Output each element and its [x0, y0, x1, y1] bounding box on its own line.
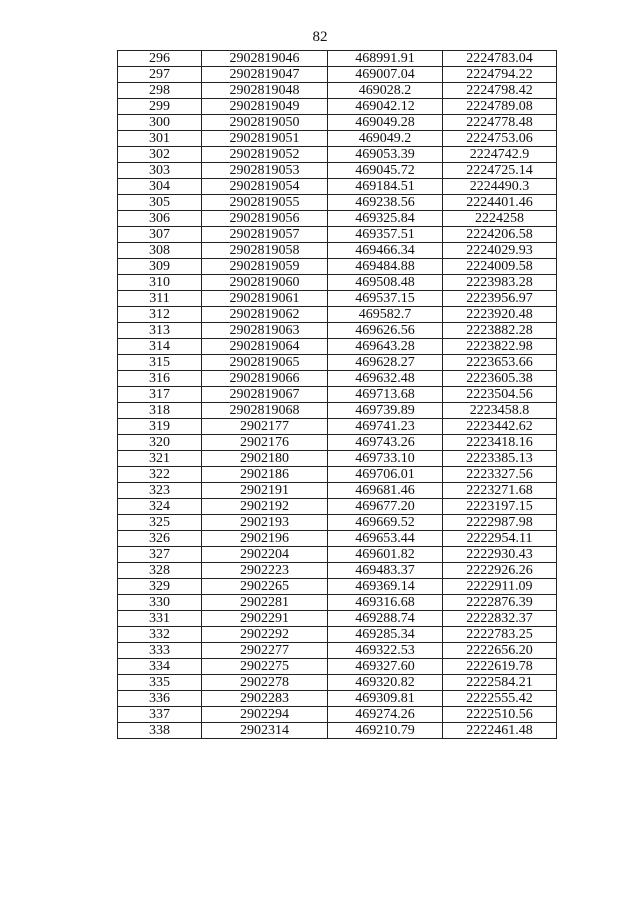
row-number-cell: 298 — [118, 83, 202, 99]
point-id-cell: 2902193 — [202, 515, 328, 531]
x-coordinate-cell: 469327.60 — [328, 659, 443, 675]
table-row — [118, 499, 557, 515]
point-id-cell: 2902192 — [202, 499, 328, 515]
point-id-cell: 2902819060 — [202, 275, 328, 291]
point-id-cell: 2902291 — [202, 611, 328, 627]
table-row — [118, 243, 557, 259]
x-coordinate-cell: 469053.39 — [328, 147, 443, 163]
y-coordinate-cell: 2222461.48 — [443, 723, 557, 739]
x-coordinate-cell: 469628.27 — [328, 355, 443, 371]
row-number-cell: 319 — [118, 419, 202, 435]
point-id-cell: 2902819058 — [202, 243, 328, 259]
point-id-cell: 2902294 — [202, 707, 328, 723]
y-coordinate-cell: 2222876.39 — [443, 595, 557, 611]
row-number-cell: 318 — [118, 403, 202, 419]
point-id-cell: 2902819054 — [202, 179, 328, 195]
point-id-cell: 2902819050 — [202, 115, 328, 131]
y-coordinate-cell: 2223327.56 — [443, 467, 557, 483]
table-row — [118, 371, 557, 387]
point-id-cell: 2902819056 — [202, 211, 328, 227]
table-row — [118, 83, 557, 99]
y-coordinate-cell: 2224783.04 — [443, 51, 557, 67]
x-coordinate-cell: 469483.37 — [328, 563, 443, 579]
row-number-cell: 316 — [118, 371, 202, 387]
y-coordinate-cell: 2223822.98 — [443, 339, 557, 355]
x-coordinate-cell: 468991.91 — [328, 51, 443, 67]
table-row — [118, 387, 557, 403]
row-number-cell: 323 — [118, 483, 202, 499]
x-coordinate-cell: 469733.10 — [328, 451, 443, 467]
point-id-cell: 2902819064 — [202, 339, 328, 355]
row-number-cell: 305 — [118, 195, 202, 211]
point-id-cell: 2902176 — [202, 435, 328, 451]
y-coordinate-cell: 2223504.56 — [443, 387, 557, 403]
x-coordinate-cell: 469288.74 — [328, 611, 443, 627]
y-coordinate-cell: 2222619.78 — [443, 659, 557, 675]
x-coordinate-cell: 469741.23 — [328, 419, 443, 435]
x-coordinate-cell: 469322.53 — [328, 643, 443, 659]
row-number-cell: 299 — [118, 99, 202, 115]
row-number-cell: 317 — [118, 387, 202, 403]
x-coordinate-cell: 469309.81 — [328, 691, 443, 707]
x-coordinate-cell: 469049.2 — [328, 131, 443, 147]
table-row — [118, 467, 557, 483]
row-number-cell: 324 — [118, 499, 202, 515]
point-id-cell: 2902819048 — [202, 83, 328, 99]
y-coordinate-cell: 2223197.15 — [443, 499, 557, 515]
row-number-cell: 328 — [118, 563, 202, 579]
x-coordinate-cell: 469274.26 — [328, 707, 443, 723]
table-row — [118, 147, 557, 163]
row-number-cell: 321 — [118, 451, 202, 467]
table-row — [118, 195, 557, 211]
table-row — [118, 595, 557, 611]
table-row — [118, 67, 557, 83]
table-row — [118, 355, 557, 371]
table-row — [118, 227, 557, 243]
y-coordinate-cell: 2223920.48 — [443, 307, 557, 323]
point-id-cell: 2902819051 — [202, 131, 328, 147]
y-coordinate-cell: 2222911.09 — [443, 579, 557, 595]
y-coordinate-cell: 2222930.43 — [443, 547, 557, 563]
point-id-cell: 2902819066 — [202, 371, 328, 387]
y-coordinate-cell: 2223605.38 — [443, 371, 557, 387]
point-id-cell: 2902186 — [202, 467, 328, 483]
point-id-cell: 2902223 — [202, 563, 328, 579]
y-coordinate-cell: 2223442.62 — [443, 419, 557, 435]
y-coordinate-cell: 2224401.46 — [443, 195, 557, 211]
row-number-cell: 320 — [118, 435, 202, 451]
table-row — [118, 307, 557, 323]
y-coordinate-cell: 2224258 — [443, 211, 557, 227]
coordinates-table — [117, 50, 557, 739]
y-coordinate-cell: 2222783.25 — [443, 627, 557, 643]
y-coordinate-cell: 2222832.37 — [443, 611, 557, 627]
x-coordinate-cell: 469184.51 — [328, 179, 443, 195]
point-id-cell: 2902819049 — [202, 99, 328, 115]
table-row — [118, 179, 557, 195]
x-coordinate-cell: 469007.04 — [328, 67, 443, 83]
row-number-cell: 301 — [118, 131, 202, 147]
x-coordinate-cell: 469677.20 — [328, 499, 443, 515]
row-number-cell: 312 — [118, 307, 202, 323]
table-row — [118, 211, 557, 227]
point-id-cell: 2902314 — [202, 723, 328, 739]
x-coordinate-cell: 469739.89 — [328, 403, 443, 419]
page-number: 82 — [312, 29, 328, 45]
x-coordinate-cell: 469626.56 — [328, 323, 443, 339]
row-number-cell: 327 — [118, 547, 202, 563]
table-row — [118, 275, 557, 291]
table-row — [118, 707, 557, 723]
y-coordinate-cell: 2222656.20 — [443, 643, 557, 659]
table-row — [118, 163, 557, 179]
y-coordinate-cell: 2224725.14 — [443, 163, 557, 179]
row-number-cell: 325 — [118, 515, 202, 531]
table-row — [118, 643, 557, 659]
point-id-cell: 2902204 — [202, 547, 328, 563]
x-coordinate-cell: 469049.28 — [328, 115, 443, 131]
row-number-cell: 308 — [118, 243, 202, 259]
row-number-cell: 304 — [118, 179, 202, 195]
point-id-cell: 2902180 — [202, 451, 328, 467]
table-row — [118, 51, 557, 67]
x-coordinate-cell: 469466.34 — [328, 243, 443, 259]
x-coordinate-cell: 469320.82 — [328, 675, 443, 691]
row-number-cell: 332 — [118, 627, 202, 643]
row-number-cell: 334 — [118, 659, 202, 675]
x-coordinate-cell: 469042.12 — [328, 99, 443, 115]
y-coordinate-cell: 2224029.93 — [443, 243, 557, 259]
table-row — [118, 115, 557, 131]
row-number-cell: 338 — [118, 723, 202, 739]
point-id-cell: 2902819061 — [202, 291, 328, 307]
table-row — [118, 563, 557, 579]
table-row — [118, 691, 557, 707]
row-number-cell: 315 — [118, 355, 202, 371]
x-coordinate-cell: 469210.79 — [328, 723, 443, 739]
point-id-cell: 2902292 — [202, 627, 328, 643]
point-id-cell: 2902819047 — [202, 67, 328, 83]
row-number-cell: 311 — [118, 291, 202, 307]
table-row — [118, 451, 557, 467]
row-number-cell: 297 — [118, 67, 202, 83]
row-number-cell: 330 — [118, 595, 202, 611]
point-id-cell: 2902819055 — [202, 195, 328, 211]
x-coordinate-cell: 469743.26 — [328, 435, 443, 451]
point-id-cell: 2902281 — [202, 595, 328, 611]
table-row — [118, 675, 557, 691]
y-coordinate-cell: 2224206.58 — [443, 227, 557, 243]
table-row — [118, 323, 557, 339]
y-coordinate-cell: 2224778.48 — [443, 115, 557, 131]
row-number-cell: 335 — [118, 675, 202, 691]
row-number-cell: 322 — [118, 467, 202, 483]
x-coordinate-cell: 469713.68 — [328, 387, 443, 403]
table-row — [118, 403, 557, 419]
row-number-cell: 302 — [118, 147, 202, 163]
table-row — [118, 723, 557, 739]
point-id-cell: 2902819046 — [202, 51, 328, 67]
x-coordinate-cell: 469325.84 — [328, 211, 443, 227]
y-coordinate-cell: 2222510.56 — [443, 707, 557, 723]
row-number-cell: 326 — [118, 531, 202, 547]
y-coordinate-cell: 2224742.9 — [443, 147, 557, 163]
table-row — [118, 611, 557, 627]
x-coordinate-cell: 469643.28 — [328, 339, 443, 355]
table-row — [118, 419, 557, 435]
x-coordinate-cell: 469369.14 — [328, 579, 443, 595]
point-id-cell: 2902278 — [202, 675, 328, 691]
y-coordinate-cell: 2222926.26 — [443, 563, 557, 579]
x-coordinate-cell: 469669.52 — [328, 515, 443, 531]
point-id-cell: 2902819067 — [202, 387, 328, 403]
x-coordinate-cell: 469316.68 — [328, 595, 443, 611]
table-row — [118, 131, 557, 147]
point-id-cell: 2902196 — [202, 531, 328, 547]
row-number-cell: 306 — [118, 211, 202, 227]
row-number-cell: 300 — [118, 115, 202, 131]
point-id-cell: 2902277 — [202, 643, 328, 659]
row-number-cell: 337 — [118, 707, 202, 723]
table-row — [118, 291, 557, 307]
y-coordinate-cell: 2222555.42 — [443, 691, 557, 707]
table-row — [118, 547, 557, 563]
point-id-cell: 2902275 — [202, 659, 328, 675]
point-id-cell: 2902819068 — [202, 403, 328, 419]
y-coordinate-cell: 2223956.97 — [443, 291, 557, 307]
x-coordinate-cell: 469653.44 — [328, 531, 443, 547]
x-coordinate-cell: 469582.7 — [328, 307, 443, 323]
row-number-cell: 310 — [118, 275, 202, 291]
y-coordinate-cell: 2222584.21 — [443, 675, 557, 691]
x-coordinate-cell: 469238.56 — [328, 195, 443, 211]
x-coordinate-cell: 469484.88 — [328, 259, 443, 275]
row-number-cell: 329 — [118, 579, 202, 595]
table-row — [118, 99, 557, 115]
point-id-cell: 2902819063 — [202, 323, 328, 339]
row-number-cell: 296 — [118, 51, 202, 67]
row-number-cell: 307 — [118, 227, 202, 243]
x-coordinate-cell: 469632.48 — [328, 371, 443, 387]
y-coordinate-cell: 2224794.22 — [443, 67, 557, 83]
table-row — [118, 627, 557, 643]
x-coordinate-cell: 469285.34 — [328, 627, 443, 643]
y-coordinate-cell: 2224753.06 — [443, 131, 557, 147]
y-coordinate-cell: 2224789.08 — [443, 99, 557, 115]
point-id-cell: 2902265 — [202, 579, 328, 595]
y-coordinate-cell: 2222954.11 — [443, 531, 557, 547]
row-number-cell: 331 — [118, 611, 202, 627]
y-coordinate-cell: 2223271.68 — [443, 483, 557, 499]
y-coordinate-cell: 2223385.13 — [443, 451, 557, 467]
coordinates-table-body — [118, 51, 557, 739]
table-row — [118, 659, 557, 675]
table-row — [118, 531, 557, 547]
table-row — [118, 339, 557, 355]
point-id-cell: 2902819062 — [202, 307, 328, 323]
row-number-cell: 314 — [118, 339, 202, 355]
x-coordinate-cell: 469601.82 — [328, 547, 443, 563]
y-coordinate-cell: 2222987.98 — [443, 515, 557, 531]
point-id-cell: 2902177 — [202, 419, 328, 435]
point-id-cell: 2902191 — [202, 483, 328, 499]
y-coordinate-cell: 2223882.28 — [443, 323, 557, 339]
point-id-cell: 2902819059 — [202, 259, 328, 275]
x-coordinate-cell: 469537.15 — [328, 291, 443, 307]
x-coordinate-cell: 469028.2 — [328, 83, 443, 99]
row-number-cell: 303 — [118, 163, 202, 179]
row-number-cell: 333 — [118, 643, 202, 659]
x-coordinate-cell: 469045.72 — [328, 163, 443, 179]
row-number-cell: 313 — [118, 323, 202, 339]
y-coordinate-cell: 2224009.58 — [443, 259, 557, 275]
table-row — [118, 483, 557, 499]
point-id-cell: 2902819065 — [202, 355, 328, 371]
point-id-cell: 2902283 — [202, 691, 328, 707]
table-row — [118, 259, 557, 275]
table-row — [118, 579, 557, 595]
x-coordinate-cell: 469357.51 — [328, 227, 443, 243]
y-coordinate-cell: 2224798.42 — [443, 83, 557, 99]
x-coordinate-cell: 469681.46 — [328, 483, 443, 499]
y-coordinate-cell: 2224490.3 — [443, 179, 557, 195]
point-id-cell: 2902819053 — [202, 163, 328, 179]
point-id-cell: 2902819057 — [202, 227, 328, 243]
table-row — [118, 435, 557, 451]
y-coordinate-cell: 2223983.28 — [443, 275, 557, 291]
row-number-cell: 336 — [118, 691, 202, 707]
y-coordinate-cell: 2223458.8 — [443, 403, 557, 419]
row-number-cell: 309 — [118, 259, 202, 275]
x-coordinate-cell: 469508.48 — [328, 275, 443, 291]
x-coordinate-cell: 469706.01 — [328, 467, 443, 483]
table-row — [118, 515, 557, 531]
y-coordinate-cell: 2223418.16 — [443, 435, 557, 451]
point-id-cell: 2902819052 — [202, 147, 328, 163]
y-coordinate-cell: 2223653.66 — [443, 355, 557, 371]
